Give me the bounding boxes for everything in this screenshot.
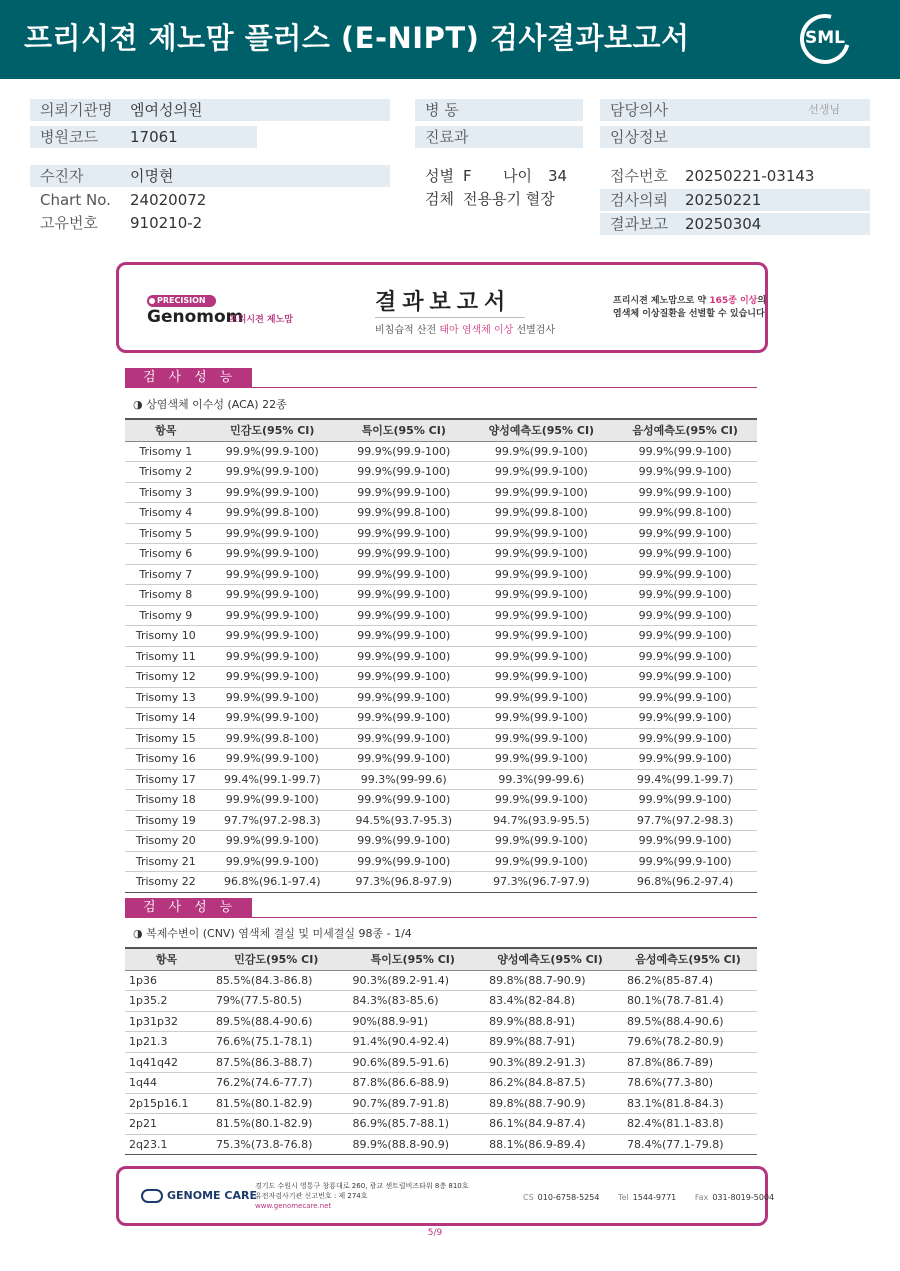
row-value: 99.9%(99.9-100) (469, 462, 613, 483)
row-value: 99.9%(99.9-100) (469, 728, 613, 749)
table-row (125, 708, 757, 729)
row-value: 99.9%(99.9-100) (207, 790, 338, 811)
row-value: 99.4%(99.1-99.7) (613, 769, 757, 790)
row-value: 99.9%(99.9-100) (207, 441, 338, 462)
dept-field (415, 126, 583, 148)
footer-url[interactable]: www.genomecare.net (255, 1202, 332, 1210)
row-item-name: Trisomy 9 (125, 605, 207, 626)
row-value: 83.1%(81.8-84.3) (619, 1093, 757, 1114)
row-item-name: Trisomy 1 (125, 441, 207, 462)
row-value: 99.9%(99.9-100) (613, 585, 757, 606)
banner-subtitle-a: 비침습적 산전 (375, 325, 440, 336)
table-row (125, 626, 757, 647)
column-header: 민감도(95% CI) (208, 948, 345, 970)
row-value: 89.8%(88.7-90.9) (481, 1093, 619, 1114)
age-value: 34 (548, 167, 568, 185)
row-value: 99.9%(99.9-100) (469, 667, 613, 688)
table-row (125, 1032, 757, 1053)
row-item-name: Trisomy 10 (125, 626, 207, 647)
row-value: 83.4%(82-84.8) (481, 991, 619, 1012)
row-value: 97.7%(97.2-98.3) (207, 810, 338, 831)
row-value: 99.9%(99.9-100) (613, 851, 757, 872)
row-value: 99.9%(99.9-100) (613, 626, 757, 647)
row-value: 99.9%(99.9-100) (613, 441, 757, 462)
table-header-row (125, 948, 757, 970)
row-value: 99.9%(99.9-100) (207, 687, 338, 708)
section2-line (252, 917, 757, 918)
doctor-suffix: 선생님 (808, 103, 840, 116)
banner-right-line2 (613, 308, 766, 321)
report-date-label: 결과보고 (610, 215, 668, 233)
row-value: 99.9%(99.9-100) (469, 564, 613, 585)
table-row (125, 503, 757, 524)
banner-right-line1 (613, 295, 766, 308)
row-value: 86.1%(84.9-87.4) (481, 1114, 619, 1135)
row-value: 99.9%(99.9-100) (338, 462, 469, 483)
row-item-name: 2q23.1 (125, 1134, 208, 1155)
row-value: 99.9%(99.9-100) (613, 790, 757, 811)
cnv-table (125, 947, 757, 1155)
row-value: 81.5%(80.1-82.9) (208, 1114, 345, 1135)
column-header: 특이도(95% CI) (345, 948, 482, 970)
specimen-label: 검체 (425, 190, 454, 208)
row-value: 99.9%(99.9-100) (338, 544, 469, 565)
row-value: 97.7%(97.2-98.3) (613, 810, 757, 831)
banner-right-1a: 프리시젼 제노맘으로 약 (613, 296, 710, 306)
column-header: 양성예측도(95% CI) (469, 419, 613, 441)
genomom-logo: Genomom (147, 307, 244, 327)
row-value: 86.2%(85-87.4) (619, 970, 757, 991)
row-item-name: Trisomy 7 (125, 564, 207, 585)
row-value: 99.9%(99.9-100) (207, 626, 338, 647)
row-value: 99.9%(99.9-100) (469, 626, 613, 647)
row-value: 99.9%(99.9-100) (469, 585, 613, 606)
table-row (125, 462, 757, 483)
section2-tab: 검사성능 (125, 898, 252, 918)
row-value: 99.9%(99.9-100) (469, 441, 613, 462)
chart-label: Chart No. (40, 191, 111, 209)
row-value: 99.9%(99.8-100) (469, 503, 613, 524)
sml-logo (800, 14, 850, 64)
row-value: 99.9%(99.9-100) (338, 626, 469, 647)
row-item-name: Trisomy 17 (125, 769, 207, 790)
row-value: 99.9%(99.9-100) (338, 790, 469, 811)
fax-number: 031-8019-5004 (712, 1193, 775, 1202)
row-item-name: 1q44 (125, 1073, 208, 1094)
id-value: 910210-2 (130, 214, 203, 232)
row-item-name: 2p21 (125, 1114, 208, 1135)
row-value: 99.9%(99.9-100) (338, 585, 469, 606)
row-value: 99.9%(99.9-100) (469, 605, 613, 626)
row-value: 96.8%(96.2-97.4) (613, 872, 757, 893)
table-row (125, 991, 757, 1012)
row-value: 99.9%(99.9-100) (207, 605, 338, 626)
row-value: 99.9%(99.9-100) (613, 708, 757, 729)
row-item-name: 1p31p32 (125, 1011, 208, 1032)
row-value: 85.5%(84.3-86.8) (208, 970, 345, 991)
row-value: 99.9%(99.9-100) (469, 790, 613, 811)
column-header: 음성예측도(95% CI) (619, 948, 757, 970)
section1-line (252, 387, 757, 388)
row-value: 99.9%(99.9-100) (207, 646, 338, 667)
column-header: 항목 (125, 419, 207, 441)
row-value: 79.6%(78.2-80.9) (619, 1032, 757, 1053)
institution-value: 엠여성의원 (130, 101, 203, 119)
row-value: 80.1%(78.7-81.4) (619, 991, 757, 1012)
row-value: 99.9%(99.9-100) (613, 667, 757, 688)
row-value: 99.9%(99.9-100) (338, 441, 469, 462)
request-value: 20250221 (685, 191, 762, 209)
row-value: 99.9%(99.9-100) (207, 544, 338, 565)
footer-address-block (255, 1181, 469, 1211)
row-value: 99.9%(99.9-100) (207, 523, 338, 544)
row-value: 99.9%(99.8-100) (207, 728, 338, 749)
row-value: 99.9%(99.9-100) (207, 482, 338, 503)
table-row (125, 810, 757, 831)
row-value: 86.2%(84.8-87.5) (481, 1073, 619, 1094)
table-row (125, 769, 757, 790)
row-value: 99.9%(99.9-100) (207, 749, 338, 770)
row-value: 75.3%(73.8-76.8) (208, 1134, 345, 1155)
banner-subtitle (375, 321, 555, 336)
row-value: 99.9%(99.9-100) (338, 687, 469, 708)
row-item-name: 1p21.3 (125, 1032, 208, 1053)
row-item-name: Trisomy 2 (125, 462, 207, 483)
table-row (125, 687, 757, 708)
hospital-code-field (30, 126, 257, 148)
receipt-field (600, 165, 870, 187)
table-row (125, 1134, 757, 1155)
banner-right-2b: 을 선별할 수 있습니다 (677, 309, 765, 319)
clinical-field (600, 126, 870, 148)
column-header: 음성예측도(95% CI) (613, 419, 757, 441)
row-value: 82.4%(81.1-83.8) (619, 1114, 757, 1135)
row-value: 90.3%(89.2-91.4) (345, 970, 482, 991)
banner-subtitle-b: 태아 염색체 이상 (439, 325, 514, 336)
row-value: 94.7%(93.9-95.5) (469, 810, 613, 831)
chart-value: 24020072 (130, 191, 207, 209)
hospital-code-value: 17061 (130, 128, 178, 146)
row-value: 99.4%(99.1-99.7) (207, 769, 338, 790)
row-value: 99.9%(99.8-100) (338, 503, 469, 524)
row-value: 99.9%(99.9-100) (469, 831, 613, 852)
receipt-label: 접수번호 (610, 167, 668, 185)
report-date-field (600, 213, 870, 235)
row-value: 76.6%(75.1-78.1) (208, 1032, 345, 1053)
row-value: 84.3%(83-85.6) (345, 991, 482, 1012)
row-value: 99.9%(99.9-100) (207, 831, 338, 852)
column-header: 항목 (125, 948, 208, 970)
genome-care-logo (141, 1189, 257, 1203)
institution-field (30, 99, 390, 121)
row-item-name: Trisomy 4 (125, 503, 207, 524)
row-value: 99.9%(99.9-100) (207, 462, 338, 483)
table-row (125, 872, 757, 893)
genomom-kr-name: 프리시젼 제노맘 (229, 315, 293, 325)
row-value: 99.9%(99.9-100) (207, 667, 338, 688)
row-value: 91.4%(90.4-92.4) (345, 1032, 482, 1053)
banner-right-text (613, 295, 766, 321)
row-value: 78.6%(77.3-80) (619, 1073, 757, 1094)
row-value: 87.5%(86.3-88.7) (208, 1052, 345, 1073)
row-value: 99.9%(99.9-100) (613, 646, 757, 667)
row-value: 99.3%(99-99.6) (469, 769, 613, 790)
tel-label: Tel (617, 1193, 629, 1202)
doctor-field (600, 99, 870, 121)
row-value: 99.9%(99.9-100) (338, 831, 469, 852)
row-item-name: Trisomy 16 (125, 749, 207, 770)
row-item-name: Trisomy 21 (125, 851, 207, 872)
footer-box (116, 1166, 775, 1226)
row-item-name: Trisomy 13 (125, 687, 207, 708)
row-value: 99.9%(99.9-100) (207, 564, 338, 585)
row-item-name: Trisomy 22 (125, 872, 207, 893)
row-value: 76.2%(74.6-77.7) (208, 1073, 345, 1094)
table-header-row (125, 419, 757, 441)
aca-table (125, 418, 757, 893)
row-value: 99.9%(99.9-100) (338, 523, 469, 544)
receipt-value: 20250221-03143 (685, 167, 815, 185)
cs-label: CS (523, 1193, 534, 1202)
row-item-name: Trisomy 6 (125, 544, 207, 565)
banner-title: 결과보고서 (375, 290, 512, 315)
sex-label: 성별 (425, 167, 454, 185)
page-number: 5/9 (427, 1228, 443, 1238)
report-date-value: 20250304 (685, 215, 762, 233)
row-item-name: Trisomy 19 (125, 810, 207, 831)
row-value: 99.9%(99.9-100) (613, 564, 757, 585)
table-row (125, 1011, 757, 1032)
table-row (125, 1073, 757, 1094)
row-value: 99.9%(99.9-100) (613, 462, 757, 483)
row-value: 99.9%(99.9-100) (613, 728, 757, 749)
hospital-code-label: 병원코드 (40, 128, 98, 146)
row-value: 99.9%(99.9-100) (207, 585, 338, 606)
row-item-name: Trisomy 18 (125, 790, 207, 811)
row-item-name: 2p15p16.1 (125, 1093, 208, 1114)
row-value: 99.9%(99.9-100) (338, 667, 469, 688)
column-header: 민감도(95% CI) (207, 419, 338, 441)
row-value: 89.9%(88.8-91) (481, 1011, 619, 1032)
banner-subtitle-c: 선별검사 (513, 325, 556, 336)
row-value: 89.9%(88.8-90.9) (345, 1134, 482, 1155)
table-row (125, 544, 757, 565)
row-item-name: Trisomy 20 (125, 831, 207, 852)
row-item-name: Trisomy 15 (125, 728, 207, 749)
id-label: 고유번호 (40, 214, 98, 232)
row-value: 99.9%(99.9-100) (338, 646, 469, 667)
row-value: 78.4%(77.1-79.8) (619, 1134, 757, 1155)
banner-right-2a: 염색체 이상질환 (613, 309, 677, 319)
table-row (125, 851, 757, 872)
row-value: 99.9%(99.9-100) (613, 687, 757, 708)
row-value: 87.8%(86.6-88.9) (345, 1073, 482, 1094)
table-row (125, 523, 757, 544)
tel-number: 1544-9771 (632, 1193, 677, 1202)
patient-field (30, 165, 390, 187)
request-label: 검사의뢰 (610, 191, 668, 209)
row-value: 99.9%(99.9-100) (469, 708, 613, 729)
row-value: 89.5%(88.4-90.6) (619, 1011, 757, 1032)
table-row (125, 728, 757, 749)
report-banner (116, 262, 768, 353)
row-value: 99.3%(99-99.6) (338, 769, 469, 790)
row-item-name: Trisomy 12 (125, 667, 207, 688)
table-row (125, 441, 757, 462)
header-bar (0, 0, 900, 79)
precision-badge: PRECISION (147, 295, 216, 307)
doctor-label: 담당의사 (610, 101, 668, 119)
row-item-name: Trisomy 11 (125, 646, 207, 667)
row-value: 90%(88.9-91) (345, 1011, 482, 1032)
row-value: 89.9%(88.7-91) (481, 1032, 619, 1053)
section2-subtitle: ◑ 복제수변이 (CNV) 염색체 결실 및 미세결실 98종 - 1/4 (133, 927, 412, 940)
section1-tab: 검사성능 (125, 368, 252, 388)
row-value: 99.9%(99.9-100) (469, 749, 613, 770)
row-item-name: 1p35.2 (125, 991, 208, 1012)
row-item-name: Trisomy 3 (125, 482, 207, 503)
clinical-label: 임상정보 (610, 128, 668, 146)
row-value: 99.9%(99.9-100) (469, 851, 613, 872)
banner-right-1b: 165종 이상 (709, 296, 758, 306)
request-field (600, 189, 870, 211)
fax-label: Fax (694, 1193, 709, 1202)
footer-address: 경기도 수원시 영통구 창룡대로 260, 광교 센트럴비즈타워 8층 810호 (255, 1182, 469, 1190)
table-row (125, 605, 757, 626)
row-value: 99.9%(99.9-100) (469, 544, 613, 565)
table-row (125, 1114, 757, 1135)
table-row (125, 667, 757, 688)
row-value: 94.5%(93.7-95.3) (338, 810, 469, 831)
dept-label: 진료과 (425, 128, 469, 146)
row-value: 79%(77.5-80.5) (208, 991, 345, 1012)
genome-care-icon (141, 1189, 163, 1203)
row-value: 87.8%(86.7-89) (619, 1052, 757, 1073)
chart-field (30, 189, 390, 211)
row-value: 90.7%(89.7-91.8) (345, 1093, 482, 1114)
row-value: 99.9%(99.9-100) (613, 482, 757, 503)
table-row (125, 790, 757, 811)
table-row (125, 749, 757, 770)
row-value: 99.9%(99.9-100) (338, 851, 469, 872)
row-value: 99.9%(99.9-100) (338, 564, 469, 585)
table-row (125, 1093, 757, 1114)
row-value: 96.8%(96.1-97.4) (207, 872, 338, 893)
row-value: 99.9%(99.9-100) (338, 749, 469, 770)
ward-label: 병 동 (425, 101, 459, 119)
row-value: 90.3%(89.2-91.3) (481, 1052, 619, 1073)
row-value: 99.9%(99.9-100) (469, 687, 613, 708)
row-item-name: Trisomy 5 (125, 523, 207, 544)
footer-license: 유전자검사기관 신고번호 : 제 274호 (255, 1192, 368, 1200)
company-name: GENOME CARE (167, 1189, 257, 1202)
row-value: 99.9%(99.8-100) (613, 503, 757, 524)
table-row (125, 831, 757, 852)
table-row (125, 646, 757, 667)
row-value: 99.9%(99.9-100) (613, 605, 757, 626)
row-value: 99.9%(99.9-100) (469, 482, 613, 503)
specimen-value: 전용용기 혈장 (463, 190, 555, 208)
row-value: 81.5%(80.1-82.9) (208, 1093, 345, 1114)
row-value: 99.9%(99.9-100) (207, 851, 338, 872)
row-item-name: 1q41q42 (125, 1052, 208, 1073)
institution-label: 의뢰기관명 (40, 101, 113, 119)
row-value: 99.9%(99.9-100) (469, 646, 613, 667)
sml-logo-text: SML (805, 28, 845, 48)
report-title: 프리시젼 제노맘 플러스 (E-NIPT) 검사결과보고서 (24, 21, 690, 55)
table-row (125, 1052, 757, 1073)
row-value: 99.9%(99.9-100) (613, 544, 757, 565)
row-value: 99.9%(99.9-100) (613, 831, 757, 852)
footer-contacts (523, 1193, 774, 1202)
table-row (125, 564, 757, 585)
row-value: 99.9%(99.9-100) (469, 523, 613, 544)
sex-value: F (463, 167, 472, 185)
row-value: 99.9%(99.9-100) (338, 605, 469, 626)
row-value: 99.9%(99.9-100) (338, 708, 469, 729)
patient-label: 수진자 (40, 167, 84, 185)
banner-right-1c: 의 (757, 296, 767, 306)
row-value: 99.9%(99.9-100) (338, 482, 469, 503)
row-item-name: 1p36 (125, 970, 208, 991)
section1-subtitle: ◑ 상염색체 이수성 (ACA) 22종 (133, 398, 287, 411)
column-header: 특이도(95% CI) (338, 419, 469, 441)
table-row (125, 585, 757, 606)
row-item-name: Trisomy 14 (125, 708, 207, 729)
row-value: 99.9%(99.9-100) (613, 749, 757, 770)
age-label: 나이 (503, 167, 532, 185)
column-header: 양성예측도(95% CI) (481, 948, 619, 970)
ward-field (415, 99, 583, 121)
table-row (125, 482, 757, 503)
row-item-name: Trisomy 8 (125, 585, 207, 606)
id-field (30, 212, 390, 234)
cs-number: 010-6758-5254 (537, 1193, 600, 1202)
row-value: 89.5%(88.4-90.6) (208, 1011, 345, 1032)
row-value: 97.3%(96.7-97.9) (469, 872, 613, 893)
row-value: 89.8%(88.7-90.9) (481, 970, 619, 991)
row-value: 99.9%(99.9-100) (207, 708, 338, 729)
row-value: 99.9%(99.9-100) (338, 728, 469, 749)
row-value: 97.3%(96.8-97.9) (338, 872, 469, 893)
banner-divider (375, 317, 525, 318)
row-value: 99.9%(99.8-100) (207, 503, 338, 524)
row-value: 88.1%(86.9-89.4) (481, 1134, 619, 1155)
table-row (125, 970, 757, 991)
row-value: 99.9%(99.9-100) (613, 523, 757, 544)
row-value: 90.6%(89.5-91.6) (345, 1052, 482, 1073)
row-value: 86.9%(85.7-88.1) (345, 1114, 482, 1135)
patient-value: 이명현 (130, 167, 174, 185)
